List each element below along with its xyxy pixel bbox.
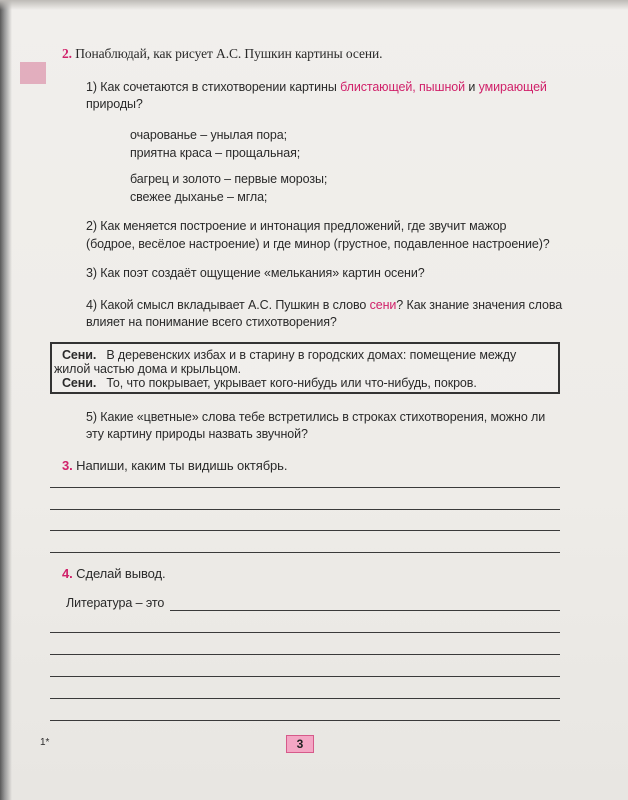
answer-line[interactable] bbox=[50, 698, 560, 699]
definition-text-1: В деревенских избах и в старину в городских домах: помещение между bbox=[106, 348, 517, 362]
q1-line2: природы? bbox=[86, 97, 143, 111]
answer-line[interactable] bbox=[170, 610, 560, 611]
poem-line-2: приятна краса – прощальная; bbox=[130, 146, 301, 160]
definition-1-line2: жилой частью дома и крыльцом. bbox=[54, 362, 242, 376]
q4-highlight: сени bbox=[369, 298, 397, 312]
q4-text: 4) Какой смысл вкладывает А.С. Пушкин в слово bbox=[86, 298, 370, 312]
q1-highlight2: умирающей bbox=[478, 80, 547, 94]
task4-prompt: Литература – это bbox=[66, 596, 165, 610]
task3-number: 3. bbox=[62, 458, 73, 473]
definition-term-2: Сени. bbox=[62, 376, 97, 390]
corner-mark: 1* bbox=[40, 737, 50, 748]
task3-title: Напиши, каким ты видишь октябрь. bbox=[76, 458, 288, 473]
q1-and: и bbox=[465, 80, 479, 94]
task2-question4 bbox=[86, 298, 562, 312]
task2-question2-line2: (бодрое, весёлое настроение) и где минор (грустное, подавленное настроение)? bbox=[86, 237, 550, 251]
definition-1 bbox=[62, 348, 516, 362]
task2-question5-line1: 5) Какие «цветные» слова тебе встретились в строках стихотворения, можно ли bbox=[86, 410, 546, 424]
task3-heading bbox=[62, 458, 287, 473]
bleed-through-mark bbox=[20, 62, 46, 84]
definition-2 bbox=[62, 376, 477, 390]
answer-line[interactable] bbox=[50, 552, 560, 553]
answer-line[interactable] bbox=[50, 530, 560, 531]
task4-title: Сделай вывод. bbox=[76, 566, 166, 581]
answer-line[interactable] bbox=[50, 676, 560, 677]
task2-question1 bbox=[86, 80, 547, 94]
task2-number: 2. bbox=[62, 46, 72, 61]
answer-line[interactable] bbox=[50, 720, 560, 721]
q1-text: 1) Как сочетаются в стихотворении картины bbox=[86, 80, 341, 94]
answer-line[interactable] bbox=[50, 509, 560, 510]
answer-line[interactable] bbox=[50, 487, 560, 488]
task2-question2-line1: 2) Как меняется построение и интонация предложений, где звучит мажор bbox=[86, 219, 507, 233]
page-edge-shadow bbox=[0, 0, 12, 800]
page-top-shadow bbox=[0, 0, 628, 10]
answer-line[interactable] bbox=[50, 654, 560, 655]
task2-question3: 3) Как поэт создаёт ощущение «мелькания» картин осени? bbox=[86, 266, 425, 280]
task2-question4-line2: влияет на понимание всего стихотворения? bbox=[86, 315, 337, 329]
poem-line-4: свежее дыханье – мгла; bbox=[130, 190, 268, 204]
q4-suffix: ? Как знание значения слова bbox=[396, 298, 563, 312]
task2-heading bbox=[62, 46, 382, 62]
poem-line-3: багрец и золото – первые морозы; bbox=[130, 172, 328, 186]
definition-term-1: Сени. bbox=[62, 348, 97, 362]
task2-title: Понаблюдай, как рисует А.С. Пушкин картины осени. bbox=[75, 46, 383, 61]
task4-number: 4. bbox=[62, 566, 73, 581]
q1-highlight: блистающей, пышной bbox=[340, 80, 466, 94]
answer-line[interactable] bbox=[50, 632, 560, 633]
task4-heading bbox=[62, 566, 166, 581]
task2-question5-line2: эту картину природы назвать звучной? bbox=[86, 427, 308, 441]
poem-line-1: очарованье – унылая пора; bbox=[130, 128, 287, 142]
definition-text-2: То, что покрывает, укрывает кого-нибудь или что-нибудь, покров. bbox=[106, 376, 477, 390]
page-number: 3 bbox=[286, 735, 314, 753]
